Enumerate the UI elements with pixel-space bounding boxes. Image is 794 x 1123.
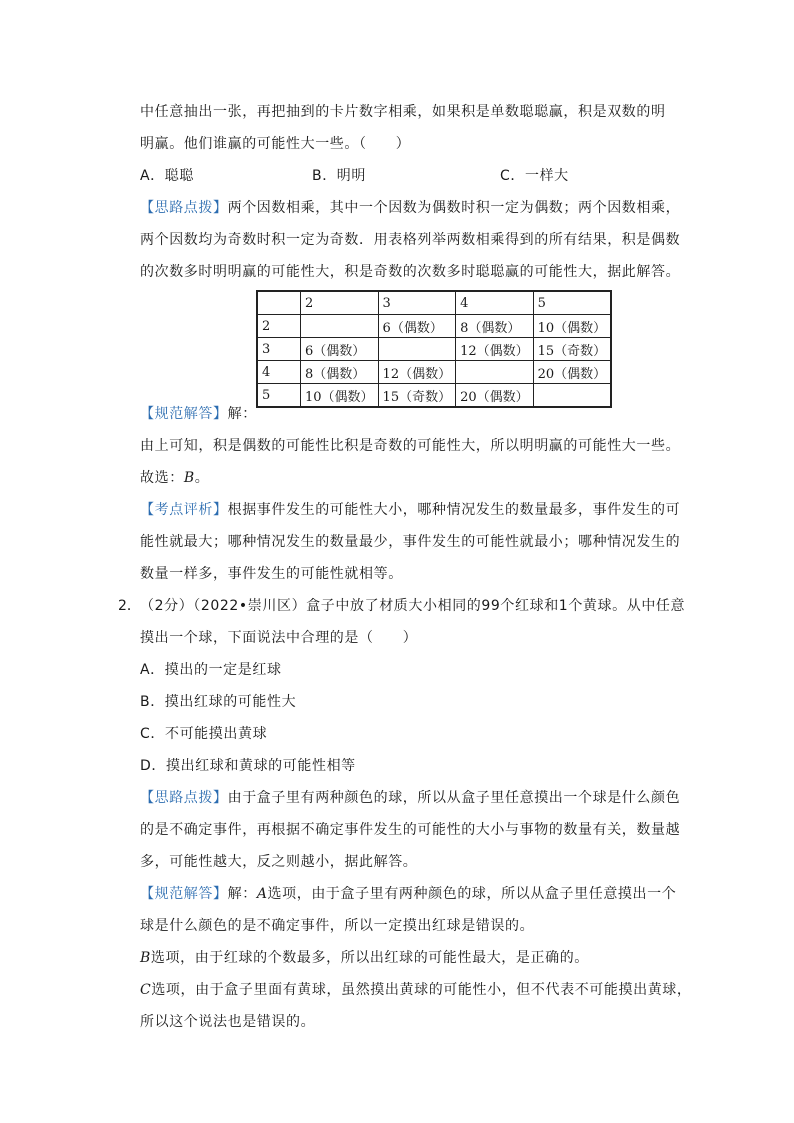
table-cell: 10（偶数） <box>301 384 379 408</box>
q2-option-b: B．摸出红球的可能性大 <box>140 694 297 710</box>
q2-answer-prefix: 解： <box>227 886 257 902</box>
q2-answer-letter-b: B <box>140 950 151 966</box>
q2-stem-line1: （2分）（2022•崇川区）盒子中放了材质大小相同的99个红球和1个黄球。从中任意 <box>140 598 686 614</box>
table-cell <box>257 291 301 315</box>
q2-answer-c2: 所以这个说法也是错误的。 <box>140 1014 316 1030</box>
table-cell: 20（偶数） <box>456 384 534 408</box>
q1-review-tag: 【考点评析】 <box>140 502 228 518</box>
table-cell: 15（奇数） <box>533 338 611 361</box>
q1-review-line1 <box>140 500 680 520</box>
q2-hint-line2: 的是不确定事件，再根据不确定事件发生的可能性的大小与事物的数量有关，数量越 <box>140 822 681 838</box>
q2-answer-b <box>140 948 589 968</box>
table-cell: 2 <box>301 291 379 315</box>
q1-option-a: A．聪聪 <box>140 168 194 184</box>
q1-hint-line1 <box>140 198 680 218</box>
q2-hint-line1 <box>140 788 680 808</box>
q1-choice-prefix: 故选： <box>140 470 184 486</box>
table-header-row <box>257 291 611 315</box>
q2-option-a: A．摸出的一定是红球 <box>140 662 282 678</box>
table-cell: 15（奇数） <box>378 384 456 408</box>
q1-hint-text: 两个因数相乘，其中一个因数为偶数时积一定为偶数；两个因数相乘， <box>227 200 681 216</box>
table-cell: 6（偶数） <box>301 338 379 361</box>
q1-stem-line2: 明赢。他们谁赢的可能性大一些。（ ） <box>140 136 411 152</box>
q2-option-c: C．不可能摸出黄球 <box>140 726 268 742</box>
table-cell: 4 <box>257 361 301 384</box>
table-cell: 12（偶数） <box>456 338 534 361</box>
table-cell: 3 <box>378 291 456 315</box>
q2-answer-letter-c: C <box>140 982 152 998</box>
q1-review-text: 根据事件发生的可能性大小，哪种情况发生的数量最多，事件发生的可 <box>227 502 681 518</box>
q1-hint-tag: 【思路点拨】 <box>140 200 228 216</box>
table-cell: 5 <box>257 384 301 408</box>
q2-answer-b-text: 选项，由于红球的个数最多，所以出红球的可能性最大，是正确的。 <box>150 950 589 966</box>
table-cell: 3 <box>257 338 301 361</box>
table-cell: 2 <box>257 315 301 338</box>
table-cell <box>533 384 611 408</box>
q2-answer-text: 选项，由于盒子里有两种颜色的球，所以从盒子里任意摸出一个 <box>267 886 677 902</box>
q1-choice-letter: B <box>183 470 195 486</box>
q2-number: 2． <box>118 598 141 614</box>
q2-answer-line2: 球是什么颜色的是不确定事件，所以一定摸出红球是错误的。 <box>140 918 535 934</box>
q1-option-c: C．一样大 <box>500 168 569 184</box>
q1-review-line3: 数量一样多，事件发生的可能性就相等。 <box>140 566 403 582</box>
q2-answer-line1 <box>140 884 676 904</box>
q2-answer-c-text: 选项，由于盒子里面有黄球，虽然摸出黄球的可能性小，但不代表不可能摸出黄球， <box>151 982 692 998</box>
q2-answer-letter-a: A <box>256 886 268 902</box>
table-cell <box>301 315 379 338</box>
q2-answer-tag: 【规范解答】 <box>140 886 228 902</box>
q1-answer-tag: 【规范解答】 <box>140 406 228 422</box>
table-row <box>257 361 611 384</box>
q1-answer-heading <box>140 404 257 424</box>
table-cell: 12（偶数） <box>378 361 456 384</box>
q1-option-b: B．明明 <box>312 168 367 184</box>
q2-hint-line3: 多，可能性越大，反之则越小，据此解答。 <box>140 854 418 870</box>
q2-answer-c1 <box>140 980 692 1000</box>
table-cell: 6（偶数） <box>378 315 456 338</box>
table-row <box>257 315 611 338</box>
q1-review-line2: 能性就最大；哪种情况发生的数量最少，事件发生的可能性就最小；哪种情况发生的 <box>140 534 681 550</box>
q1-choice-suffix: 。 <box>194 470 210 486</box>
q1-answer-suffix: 解： <box>227 406 257 422</box>
table-cell <box>378 338 456 361</box>
table-cell <box>456 361 534 384</box>
q1-stem-line1: 中任意抽出一张，再把抽到的卡片数字相乘，如果积是单数聪聪赢，积是双数的明 <box>140 104 666 120</box>
table-row <box>257 384 611 408</box>
table-row <box>257 338 611 361</box>
q1-hint-line3: 的次数多时明明赢的可能性大，积是奇数的次数多时聪聪赢的可能性大，据此解答。 <box>140 264 681 280</box>
q1-choice <box>140 468 209 488</box>
product-table <box>256 290 612 408</box>
table-cell: 5 <box>533 291 611 315</box>
table-cell: 8（偶数） <box>301 361 379 384</box>
q2-hint-tag: 【思路点拨】 <box>140 790 228 806</box>
q1-hint-line2: 两个因数均为奇数时积一定为奇数．用表格列举两数相乘得到的所有结果，积是偶数 <box>140 232 681 248</box>
q2-option-d: D．摸出红球和黄球的可能性相等 <box>140 758 356 774</box>
q2-hint-text: 由于盒子里有两种颜色的球，所以从盒子里任意摸出一个球是什么颜色 <box>227 790 681 806</box>
q2-stem-line2: 摸出一个球，下面说法中合理的是（ ） <box>140 630 418 646</box>
q1-answer-line1: 由上可知，积是偶数的可能性比积是奇数的可能性大，所以明明赢的可能性大一些。 <box>140 438 681 454</box>
table-cell: 8（偶数） <box>456 315 534 338</box>
table-cell: 20（偶数） <box>533 361 611 384</box>
table-cell: 10（偶数） <box>533 315 611 338</box>
table-cell: 4 <box>456 291 534 315</box>
